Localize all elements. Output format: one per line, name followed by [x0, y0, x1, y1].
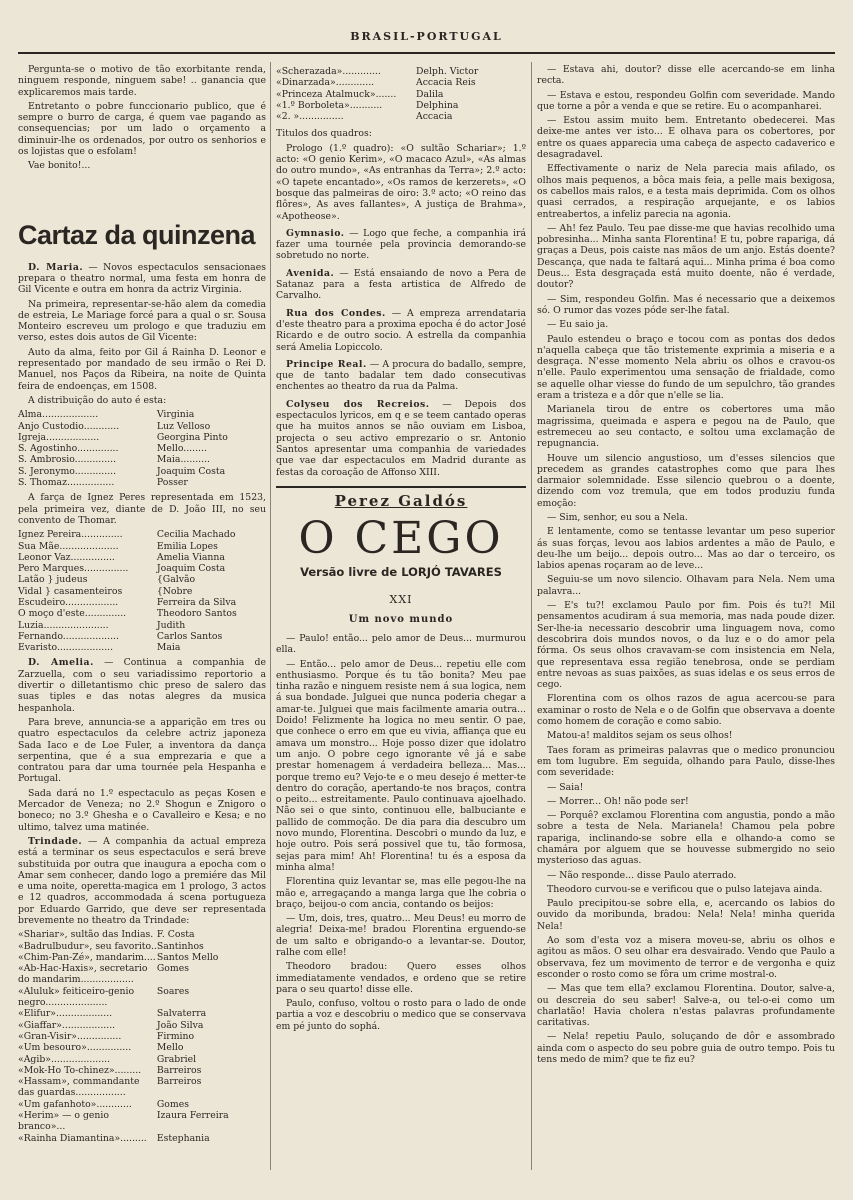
role-name: Anjo Custodio............: [18, 420, 120, 432]
paragraph: Para breve, annuncia-se a apparição em tres ou quatro espectaculos da celebre actriz japoneza Sada Iaco e de Loe Fuler, a inventora da dança serpentina, que é a sua emprezaria e que a contratou para dar uma tournée pela Hespanha e Portugal.: [18, 716, 266, 785]
actor-name: Accacia Reis: [416, 77, 476, 89]
cast-row: [18, 1020, 266, 1031]
theatre-name: Gymnasio.: [286, 227, 345, 239]
actor-name: Mello........: [156, 443, 207, 455]
actor-name: {Nobre: [156, 585, 193, 597]
column-rule: [270, 62, 271, 1170]
story-text-continued: [537, 64, 835, 1065]
actor-name: Delphina: [416, 99, 459, 111]
chapter-title: Um novo mundo: [348, 613, 454, 625]
cast-row: [18, 477, 266, 488]
actor-name: Gomes: [156, 963, 189, 975]
role-name: «Shariar», sultão das Indias.: [18, 929, 154, 941]
cast-row: [18, 1031, 266, 1042]
role-name: «Um gafanhoto»............: [18, 1098, 132, 1110]
actor-name: Santinhos: [156, 940, 204, 952]
actor-name: Grabriel: [156, 1053, 197, 1065]
role-name: Ignez Pereira..............: [18, 529, 123, 541]
serial-title: O CEGO: [298, 513, 504, 565]
paragraph: Paulo estendeu o braço e tocou com as pontas dos dedos n'aquella cabeça que tão tristemente exprimia a miseria e a desgraça. N'esse momento Nela abriu os olhos e cravou-os n'elle. Paulo experimentou uma sensação de frialdade, como se aquelle olhar viesse do fundo de um sepulchro, tão grandes eram a tristeza e a dôr que n'elle se lia.: [537, 333, 835, 402]
paragraph: — E's tu?! exclamou Paulo por fim. Pois és tu?! Mil pensamentos acudiram á sua memoria, mas nada poude dizer. Ser-lhe-ia necessario descobrir uma linguagem nova, como descobrira dois mundos novos, o da luz e o do amor pela fórma. Os seus olhos cravavam-se com insistencia em Nela, que representava essa região tenebrosa, onde se perdiam entre nevoas as suas paixões, as suas idelas e os seus erros de cego.: [537, 600, 835, 691]
cast-row: [18, 421, 266, 432]
paragraph: Pergunta-se o motivo de tão exorbitante renda, ninguem responde, ninguem sabe! .. ganancia que explicaremos mais tarde.: [18, 64, 266, 98]
role-name: «Hassam», commandante das guardas.................: [18, 1076, 140, 1099]
actor-name: Amelia Vianna: [156, 551, 225, 563]
cast-row: [18, 929, 266, 940]
cast-row: [276, 89, 526, 100]
paragraph: — Um, dois, tres, quatro... Meu Deus! eu morro de alegria! Deixa-me! bradou Florentina erguendo-se de um salto e obrigando-o a levantar-se. Doutor, ralhe com elle!: [276, 913, 526, 958]
role-name: Latão } judeus: [18, 574, 88, 586]
paragraph: — Porquê? exclamou Florentina com angustia, pondo a mão sobre a testa de Nela. Marianela! Chamou pela pobre rapariga, inclinando-se sobre ella e olhando-a como se chamára por alguem que se houvesse submergido no seio mysterioso das aguas.: [537, 810, 835, 867]
story-text: [276, 633, 526, 1032]
paragraph: — Ah! fez Paulo. Teu pae disse-me que havias recolhido uma pobresinha... Minha santa Florentina! E tu, pobre rapariga, dá graças a Deus, pois caiste nas mãos de um anjo. Estás doente? Descança, que nada te faltará aqui... Minha prima é boa como Deus... Esta desgraçada está muito doente, não é verdade, doutor?: [537, 222, 835, 291]
actor-name: Ferreira da Silva: [156, 596, 237, 608]
actor-name: Barreiros: [156, 1064, 202, 1076]
cast-row: [276, 66, 526, 77]
paragraph-text: — Novos espectaculos sensacionaes prepara o theatro normal, uma festa em honra de Gil Vicente e outra em honra da actriz Virginia.: [18, 261, 266, 296]
role-name: Igreja..................: [18, 431, 100, 443]
theatre-name: Trindade.: [28, 835, 83, 847]
role-name: «Dinarzada».............: [276, 77, 375, 89]
actor-name: Carlos Santos: [156, 630, 223, 642]
paragraph: — Nela! repetiu Paulo, soluçando de dôr e assombrado ainda com o aspecto do seu pobre guia de outro tempo. Pois tu tens medo de mim? que te fiz eu?: [537, 1031, 835, 1066]
actor-name: Santos Mello: [156, 951, 219, 963]
role-name: «1.º Borboleta»...........: [276, 99, 383, 111]
actor-name: Emilia Lopes: [156, 540, 218, 552]
cast-row: [18, 1110, 266, 1133]
actor-name: Posser: [156, 477, 188, 489]
actor-name: Joaquim Costa: [156, 563, 226, 575]
serial-author: Perez Galdós: [334, 491, 468, 510]
actor-name: Georgina Pinto: [156, 431, 228, 443]
paragraph: Paulo precipitou-se sobre ella, e, acercando os labios do ouvido da moribunda, bradou: Nela! Nela! minha querida Nela!: [537, 898, 835, 932]
cast-row: [18, 1054, 266, 1065]
paragraph: — Mas que tem ella? exclamou Florentina. Doutor, salve-a, ou descreia do seu saber! Salve-a, ou tel-o-ei como um charlatão! Havia cholera n'estas palavras profundamente caritativas.: [537, 983, 835, 1029]
paragraph: Seguiu-se um novo silencio. Olhavam para Nela. Nem uma palavra...: [537, 574, 835, 597]
paragraph: — Então... pelo amor de Deus... repetiu elle com enthusiasmo. Porque és tu tão bonita? Meu pae tinha razão e ninguem resiste nem á sua logica, nem á sua bondade. Julguei que nunca poderia chegar a amar-te. Julguei que mais facilmente amaria outra... Doido! Felizmente ha logica no meu sentir. O pae, que conhece o erro em que eu vivia, affiança que eu amava um monstro... Hoje posso dizer que idolatro um anjo. O pobre cego ignorante vê já e sabe prestar homenagem á verdadeira belleza... Mas... porque tremo eu? Vejo-te e o meu desejo é metter-te dentro do coração, apertando-te nos braços, contra o peito... estreitamente. Paulo continuava ajoelhado. Não sei o que sinto, continuou elle, balbuciante e pallido de commoção. De dia para dia descubro um novo mundo, Florentina. Descobri o mundo da luz, e hoje outro. Pois será possivel que tu, tão formosa, sejas para mim! Ah! Florentina! tu és a esposa da minha alma!: [276, 658, 526, 873]
cast-list: [18, 409, 266, 488]
paragraph: Prologo (1.º quadro): «O sultão Schariar»; 1.º acto: «O genio Kerim», «O macaco Azul», «As almas do outro mundo», «As entranhas da Terra»; 2.º acto: «O tapete encantado», «Os ramos de kerzerets», «O bosque das palmeiras de oiro: 3.º acto; «O reino das flôres», As aves fallantes», A justiça de Brahma», «Apotheose».: [276, 142, 526, 222]
cast-row: [18, 1008, 266, 1019]
actor-name: Maia..........: [156, 454, 211, 466]
actor-name: Firmino: [156, 1030, 195, 1042]
role-name: «Scherazada».............: [276, 66, 381, 77]
role-name: S. Jeronymo..............: [18, 465, 117, 477]
cast-row: [18, 1065, 266, 1076]
role-name: «Princeza Atalmuck».......: [276, 88, 397, 100]
actor-name: João Silva: [156, 1019, 204, 1031]
column-rule: [531, 62, 532, 1170]
paragraph-rua-dos-condes: [276, 308, 526, 353]
actor-name: Delph. Victor: [416, 66, 479, 77]
paragraph: — Morrer... Oh! não pode ser!: [547, 795, 689, 807]
cast-row: [18, 620, 266, 631]
actor-name: Joaquim Costa: [156, 465, 226, 477]
actor-name: Dalila: [416, 88, 444, 100]
actor-name: Mello: [156, 1042, 184, 1054]
paragraph: A distribuição do auto é esta:: [28, 394, 167, 406]
cast-row: [18, 529, 266, 540]
cast-row: [18, 443, 266, 454]
cast-row: [276, 100, 526, 111]
paragraph-maria: [18, 262, 266, 296]
cast-row: [18, 1099, 266, 1110]
theatre-name: D. Amelia.: [28, 657, 94, 669]
role-name: «Badrulbudur», seu favorito..: [18, 940, 157, 952]
cast-row: [18, 454, 266, 465]
paragraph: Sada dará no 1.º espectaculo as peças Kosen e Mercador de Veneza; no 2.º Shogun e Znigoro o boneco; no 3.º Ghesha e o Cavalleiro e Kesa; e no ultimo, talvez uma matinée.: [18, 787, 266, 833]
theatre-name: Avenida.: [286, 267, 335, 279]
paragraph-text: — A procura do badallo, sempre, que de tanto badalar tem dado consecutivas enchentes ao theatro da rua da Palma.: [276, 358, 526, 393]
section-title: Cartaz da quinzena: [18, 219, 256, 250]
role-name: «Agib»....................: [18, 1053, 111, 1065]
cast-row: [18, 597, 266, 608]
role-name: Fernando...................: [18, 630, 119, 642]
actor-name: Barreiros: [156, 1076, 202, 1088]
actor-name: Maia: [156, 642, 181, 654]
role-name: «Rainha Diamantina».........: [18, 1132, 147, 1144]
actor-name: Accacia: [416, 111, 453, 123]
paragraph: Taes foram as primeiras palavras que o medico pronunciou em tom lugubre. Em seguida, olhando para Paulo, disse-lhes com severidade:: [537, 744, 835, 779]
column-right: [537, 64, 835, 1068]
cast-row: [18, 941, 266, 952]
role-name: Vidal } casamenteiros: [18, 585, 123, 597]
paragraph: Auto da alma, feito por Gil á Rainha D. Leonor e representado por mandado de seu irmão o Rei D. Manuel, nos Paços da Ribeira, na noite de Quinta feira de endoenças, em 1508.: [18, 346, 266, 392]
role-name: «Giaffar»..................: [18, 1019, 116, 1031]
cast-row: [18, 574, 266, 585]
actor-name: Izaura Ferreira: [156, 1110, 229, 1122]
role-name: Leonor Vaz...............: [18, 551, 115, 563]
role-name: S. Agostinho..............: [18, 443, 119, 455]
actor-name: Gomes: [156, 1098, 189, 1110]
paragraph: Matou-a! malditos sejam os seus olhos!: [547, 730, 733, 742]
paragraph: Florentina quiz levantar se, mas elle pegou-lhe na mão e, arregaçando a manga larga que lhe cobria o braço, beijou-o com ancia, contando os beijos:: [276, 876, 526, 910]
paragraph: — Estava e estou, respondeu Golfin com severidade. Mando que torne a pôr a venda e que se retire. Eu o acompanharei.: [537, 89, 835, 112]
paragraph-text: — A companhia da actual empreza está a terminar os seus espectaculos e será breve substituida por outra que inaugura a epocha com o Amar sem conhecer, dando logo a premiére das Mil e uma noite, operetta-magica em 1 prologo, 3 actos e 12 quadros, accommodada á scena portugueza por Eduardo Garrido, que deve ser representada brevemente no theatro da Trindade:: [18, 835, 266, 926]
paragraph: — Estava ahi, doutor? disse elle acercando-se em linha recta.: [537, 64, 835, 87]
role-name: Pero Marques...............: [18, 563, 129, 575]
role-name: Escudeiro..................: [18, 596, 119, 608]
paragraph-text: — A empreza arrendataria d'este theatro para a proxima epocha é do actor José Ricardo e de outro socio. A estrella da companhia será Amelia Lopiccolo.: [276, 307, 526, 353]
paragraph-colyseu: [276, 399, 526, 478]
cast-row: [18, 586, 266, 597]
paragraph-text: — Logo que feche, a companhia irá fazer uma tournée pela provincia demorando-se sobretudo no norte.: [276, 227, 526, 262]
paragraph: Houve um silencio angustioso, um d'esses silencios que precedem as grandes catastrophes como que para lhes darmaior solemnidade. Esse silencio quebrou o a doente, dizendo com voz tremula, que em todos produziu funda emoção:: [537, 452, 835, 509]
actor-name: Estephania: [156, 1132, 210, 1144]
paragraph: — Eu saio ja.: [547, 319, 609, 331]
paragraph: — Sim, respondeu Golfin. Mas é necessario que a deixemos só. O rumor das vozes póde ser-lhe fatal.: [537, 293, 835, 316]
paragraph: Theodoro bradou: Quero esses olhos immediatamente vendados, e ordeno que se retire para o seu quarto! disse elle.: [276, 961, 526, 995]
role-name: O moço d'este..............: [18, 608, 127, 620]
theatre-name: Principe Real.: [286, 358, 367, 370]
theatre-name: Rua dos Condes.: [286, 307, 386, 319]
paragraph: — Saia!: [547, 781, 584, 793]
actor-name: Theodoro Santos: [156, 608, 237, 620]
paragraph-text: — Continua a companhia de Zarzuella, com o seu variadissimo reportorio a divertir o dilletantismo chic preso de salero das suas tiples e das notas alegres da musica hespanhola.: [18, 657, 266, 714]
role-name: S. Thomaz................: [18, 477, 115, 489]
serial-header: [276, 486, 526, 625]
actor-name: {Galvão: [156, 574, 196, 586]
paragraph: Paulo, confuso, voltou o rosto para o lado de onde partia a voz e descobriu o medico que se conservava em pé junto do sophá.: [276, 998, 526, 1032]
actor-name: F. Costa: [156, 929, 195, 941]
cast-row: [276, 77, 526, 88]
role-name: «Mok-Ho To-chinez».........: [18, 1064, 142, 1076]
paragraph-text: — Depois dos espectaculos lyricos, em q e se teem cantado operas que ha muitos annos se não ouviam em Lisboa, projecta o seu activo emprezario o sr. Antonio Santos apresentar uma companhia de variedades que vae dar espectaculos em Madrid durante as festas da coroação de Affonso XIII.: [276, 398, 527, 478]
paragraph-avenida: [276, 268, 526, 302]
actor-name: Judith: [156, 619, 186, 631]
paragraph-gymnasio: [276, 228, 526, 262]
actor-name: Salvaterra: [156, 1008, 207, 1020]
intro-text: [18, 64, 266, 172]
actor-name: Virginia: [156, 409, 195, 421]
cast-list: [18, 529, 266, 653]
role-name: Sua Mãe....................: [18, 540, 119, 552]
role-name: Luzia......................: [18, 619, 109, 631]
role-name: «Aluluk» feiticeiro-genio negro.....................: [18, 985, 135, 1009]
role-name: Evaristo...................: [18, 642, 114, 654]
actor-name: Luz Velloso: [156, 420, 211, 432]
role-name: «Ab-Hac-Haxis», secretario do mandarim..................: [18, 963, 148, 986]
cast-row: [18, 952, 266, 963]
paragraph: Florentina com os olhos razos de agua acercou-se para examinar o rosto de Nela e o de Golfin que observava a doente como homem de coração e como sabio.: [537, 693, 835, 728]
paragraph: A farça de Ignez Peres representada em 1523, pela primeira vez, diante de D. João III, no seu convento de Thomar.: [18, 492, 266, 526]
paragraph-trindade: [18, 836, 266, 926]
paragraph: Entretanto o pobre funccionario publico, que é sempre o burro de carga, é quem vae pagando as consequencias; por um lado o orçamento a diminuir-lhe os ordenados, por outro os senhorios e os lojistas que o esfolam!: [18, 100, 266, 158]
role-name: «Chim-Pan-Zé», mandarim....: [18, 951, 156, 963]
role-name: «Um besouro»...............: [18, 1042, 132, 1054]
cast-row: [18, 466, 266, 477]
cast-row: [18, 608, 266, 619]
paragraph: — Estou assim muito bem. Entretanto obedecerei. Mas deixe-me antes ver isto... E olhava para os cobertores, por entre os quaes apparecia uma cabeça de aspecto cadaverico e desagradavel.: [537, 115, 835, 161]
cast-row: [276, 111, 526, 122]
role-name: «Elifur»...................: [18, 1008, 113, 1020]
paragraph: — Paulo! então... pelo amor de Deus... murmurou ella.: [276, 632, 526, 656]
paragraph-principe-real: [276, 359, 526, 393]
cast-list: [276, 66, 526, 122]
role-name: «Gran-Visir»...............: [18, 1030, 122, 1042]
paragraph: — Sim, senhor, eu sou a Nela.: [547, 511, 688, 523]
role-name: Alma...................: [18, 409, 99, 421]
cast-row: [18, 1133, 266, 1144]
paragraph: Effectivamente o nariz de Nela parecia mais afilado, os olhos mais pequenos, a bôca mais feia, a pelle mais bexigosa, os cabellos mais ralos, e a testa mais deprimida. Com os olhos quasi cerrados, a respiração arquejante, e os labios entreabertos, a infeliz parecia na agonia.: [537, 163, 835, 220]
theatre-name: Colyseu dos Recreios.: [286, 398, 430, 410]
paragraph: Na primeira, representar-se-hão alem da comedia de estreia, Le Mariage forcé para a qual o sr. Sousa Monteiro escreveu um prologo e que traduziu em verso, estes dois autos de Gil Vicente:: [18, 298, 266, 344]
paragraph-text: — Está ensaiando de novo a Pera de Satanaz para a festa artistica de Alfredo de Carvalho.: [276, 267, 526, 302]
masthead: BRASIL-PORTUGAL: [18, 30, 835, 54]
cast-list: [18, 929, 266, 1144]
paragraph: Ao som d'esta voz a misera moveu-se, abriu os olhos e agitou as mãos. O seu olhar era desvairado. Vendo que Paulo a observava, fez um movimento de terror e de vergonha e quiz esconder o rosto como se fôra um crime mostral-o.: [537, 935, 835, 980]
cast-row: [18, 1076, 266, 1099]
role-name: «2. »...............: [276, 111, 344, 123]
cast-row: [18, 986, 266, 1009]
actor-name: Soares: [156, 985, 190, 997]
cast-row: [18, 541, 266, 552]
cast-row: [18, 552, 266, 563]
cast-row: [18, 963, 266, 986]
paragraph: Marianela tirou de entre os cobertores uma mão magrissima, queimada e aspera e pegou na de Paulo, que estremeceu ao seu contacto, e soltou uma exclamação de repugnancia.: [537, 404, 835, 450]
cast-row: [18, 1042, 266, 1053]
actor-name: Cecilia Machado: [156, 529, 236, 541]
serial-version: Versão livre de LORJÓ TAVARES: [300, 565, 502, 580]
paragraph: Vae bonito!...: [28, 160, 91, 172]
chapter-number: XXI: [389, 593, 413, 607]
column-left: [18, 64, 266, 1148]
paragraph: — Não responde... disse Paulo aterrado.: [547, 869, 737, 881]
column-middle: [276, 64, 526, 1035]
role-name: S. Ambrosio..............: [18, 454, 117, 466]
cast-row: [18, 642, 266, 653]
paragraph: Theodoro curvou-se e verificou que o pulso latejava ainda.: [547, 883, 823, 895]
paragraph-amelia: [18, 657, 266, 713]
role-name: «Herim» — o genio branco»...: [18, 1110, 109, 1133]
cast-row: [18, 432, 266, 443]
theatre-name: D. Maria.: [28, 261, 84, 273]
cast-row: [18, 409, 266, 420]
cast-row: [18, 631, 266, 642]
paragraph-heading: Titulos dos quadros:: [276, 128, 372, 140]
paragraph: E lentamente, como se tentasse levantar um peso superior ás suas forças, levou aos labios ardentes a mão de Paulo, e deu-lhe um beijo... depois outro... Mas ao dar o terceiro, os labios apenas roçaram ao de leve...: [537, 526, 835, 572]
cast-row: [18, 563, 266, 574]
